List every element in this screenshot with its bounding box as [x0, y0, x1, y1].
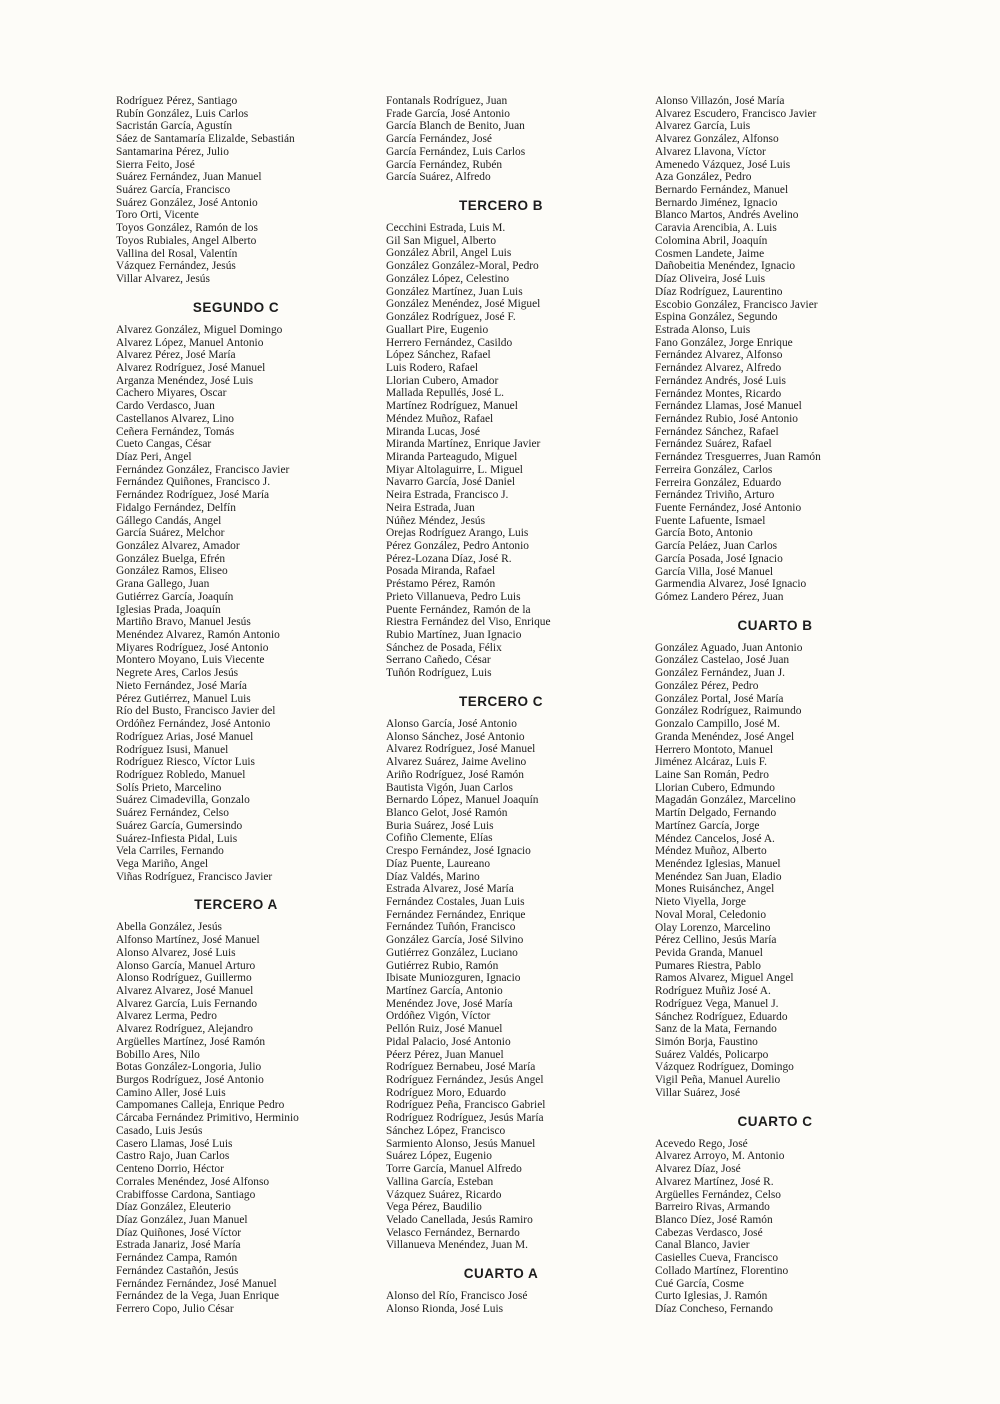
list-item: Méndez Muñoz, Alberto: [655, 845, 767, 858]
list-item: Alvarez Suárez, Jaime Avelino: [386, 756, 527, 769]
list-item: Dañobeitia Menéndez, Ignacio: [655, 260, 796, 273]
list-item: Alvarez Llavona, Víctor: [655, 145, 766, 158]
list-item: Rodríguez Pérez, Santiago: [116, 95, 238, 107]
list-item: Blanco Gelot, José Ramón: [386, 806, 508, 819]
list-item: Blanco Martos, Andrés Avelino: [655, 209, 799, 222]
list-item: Pérez González, Pedro Antonio: [386, 540, 529, 552]
section-heading: CUARTO C: [737, 1113, 813, 1129]
list-item: Iglesias Prada, Joaquín: [116, 603, 221, 616]
list-item: Aza González, Pedro: [655, 171, 752, 184]
list-item: Sánchez López, Francisco: [386, 1124, 506, 1137]
section-heading: TERCERO C: [458, 693, 543, 709]
list-item: Suárez Fernández, Celso: [116, 807, 229, 820]
list-item: Vela Carriles, Fernando: [116, 845, 224, 858]
list-item: Fernández Suárez, Rafael: [655, 438, 772, 451]
list-item: Sarmiento Alonso, Jesús Manuel: [386, 1137, 536, 1150]
column-left: [116, 95, 356, 1316]
list-item: Miyar Altolaguirre, L. Miguel: [386, 463, 523, 476]
list-item: Alonso Villazón, José María: [655, 95, 785, 107]
list-item: Pumares Riestra, Pablo: [655, 959, 761, 972]
list-item: Crespo Fernández, José Ignacio: [386, 845, 531, 858]
list-item: Sacristán García, Agustín: [116, 120, 233, 133]
list-item: Torre García, Manuel Alfredo: [386, 1163, 522, 1176]
list-item: Negrete Ares, Carlos Jesús: [116, 667, 239, 680]
list-item: Grana Gallego, Juan: [116, 578, 210, 591]
list-item: Alonso García, Manuel Arturo: [116, 959, 256, 972]
list-item: Fernández Montes, Ricardo: [655, 387, 782, 400]
list-item: García Posada, José Ignacio: [655, 552, 783, 565]
list-item: Alvarez García, Luis Fernando: [116, 997, 258, 1010]
list-item: Díaz Quiñones, José Víctor: [116, 1226, 242, 1239]
list-item: Méndez Muñoz, Rafael: [386, 412, 494, 425]
list-item: Sierra Feito, José: [116, 158, 195, 171]
list-item: García Fernández, José: [386, 133, 492, 146]
list-item: Menéndez San Juan, Eladio: [655, 870, 782, 883]
list-item: García Fernández, Rubén: [386, 158, 503, 171]
list-item: Simón Borja, Faustino: [655, 1036, 758, 1049]
list-item: Alvarez Rodríguez, José Manuel: [116, 361, 266, 374]
list-item: Suárez García, Francisco: [116, 184, 231, 197]
list-item: Serrano Cañedo, César: [386, 654, 491, 667]
list-item: González Abril, Angel Luis: [386, 247, 512, 260]
list-item: Fernández Fernández, José Manuel: [116, 1277, 277, 1290]
list-item: Vázquez Rodríguez, Domingo: [655, 1061, 794, 1074]
list-item: Cueto Cangas, César: [116, 438, 212, 451]
list-item: Rodríguez Bernabeu, José María: [386, 1061, 536, 1074]
list-item: Fernández Quiñones, Francisco J.: [116, 476, 271, 489]
list-item: Solís Prieto, Marcelino: [116, 781, 222, 794]
list-item: Bernardo López, Manuel Joaquín: [386, 794, 539, 807]
list-item: Fernández de la Vega, Juan Enrique: [116, 1290, 279, 1303]
list-item: Fontanals Rodríguez, Juan: [386, 95, 508, 107]
list-item: Escobio González, Francisco Javier: [655, 298, 818, 311]
list-item: Alfonso Martínez, José Manuel: [116, 934, 260, 947]
list-item: Cué García, Cosme: [655, 1277, 744, 1290]
list-item: Bernardo Fernández, Manuel: [655, 184, 789, 197]
list-item: Vega Mariño, Angel: [116, 857, 209, 870]
list-item: Alvarez Rodríguez, José Manuel: [386, 743, 536, 756]
list-item: González Aguado, Juan Antonio: [655, 641, 803, 654]
list-item: Fernández Triviño, Arturo: [655, 489, 775, 502]
list-item: Vázquez Fernández, Jesús: [116, 260, 236, 273]
list-item: Díaz Concheso, Fernando: [655, 1302, 773, 1315]
list-item: Barreiro Rivas, Armando: [655, 1201, 770, 1214]
list-item: Martínez Rodríguez, Manuel: [386, 400, 518, 413]
list-item: Suárez Cimadevilla, Gonzalo: [116, 794, 250, 807]
section-heading: TERCERO A: [194, 897, 278, 913]
list-item: Fernández Alvarez, Alfredo: [655, 362, 782, 375]
list-item: García Suárez, Alfredo: [386, 171, 491, 184]
list-item: Velado Canellada, Jesús Ramiro: [386, 1213, 533, 1226]
list-item: Menéndez Jove, José María: [386, 997, 513, 1010]
list-item: Neira Estrada, Juan: [386, 501, 475, 514]
list-item: Fernández Alvarez, Alfonso: [655, 349, 783, 362]
list-item: Villar Alvarez, Jesús: [116, 273, 210, 286]
list-item: Alonso Rodríguez, Guillermo: [116, 972, 252, 985]
list-item: Fuente Fernández, José Antonio: [655, 502, 802, 514]
section-heading: SEGUNDO C: [192, 299, 280, 315]
list-item: Rodríguez Rodríguez, Jesús María: [386, 1112, 544, 1125]
list-item: González Ramos, Eliseo: [116, 565, 228, 578]
list-item: Pellón Ruiz, José Manuel: [386, 1023, 503, 1036]
column-right: [655, 95, 895, 1316]
list-item: Camino Aller, José Luis: [116, 1086, 226, 1099]
list-item: Rubín González, Luis Carlos: [116, 107, 249, 120]
list-item: Jiménez Alcáraz, Luis F.: [655, 756, 768, 769]
list-item: Llorian Cubero, Amador: [386, 374, 499, 387]
list-item: Villanueva Menéndez, Juan M.: [386, 1239, 528, 1252]
list-item: Herrero Fernández, Casildo: [386, 336, 513, 349]
list-item: Bautista Vigón, Juan Carlos: [386, 781, 513, 794]
list-item: Vigil Peña, Manuel Aurelio: [655, 1074, 781, 1087]
list-item: Díaz Puente, Laureano: [386, 857, 491, 870]
list-item: Estrada Alvarez, José María: [386, 883, 514, 896]
list-item: Fernández Tuñón, Francisco: [386, 921, 516, 934]
list-item: Fernández Andrés, José Luis: [655, 374, 786, 387]
list-item: Ordóñez Vigón, Víctor: [386, 1010, 491, 1023]
list-item: Alvarez González, Alfonso: [655, 133, 779, 146]
list-item: Río del Busto, Francisco Javier del: [116, 705, 276, 718]
list-item: Gómez Landero Pérez, Juan: [655, 591, 784, 604]
list-item: Tuñón Rodríguez, Luis: [386, 667, 492, 680]
list-item: Noval Moral, Celedonio: [655, 908, 767, 921]
list-item: Menéndez Alvarez, Ramón Antonio: [116, 629, 280, 642]
list-item: Alonso del Río, Francisco José: [386, 1290, 528, 1303]
list-item: Díaz Peri, Angel: [116, 450, 192, 463]
list-item: Acevedo Rego, José: [655, 1137, 748, 1150]
list-item: Herrero Montoto, Manuel: [655, 743, 773, 756]
list-item: Gil San Miguel, Alberto: [386, 234, 497, 247]
list-item: Martiño Bravo, Manuel Jesús: [116, 616, 251, 629]
list-item: Sánchez de Posada, Félix: [386, 641, 502, 654]
list-item: Alvarez López, Manuel Antonio: [116, 336, 264, 349]
list-item: Pidal Palacio, José Antonio: [386, 1035, 511, 1048]
list-item: Montero Moyano, Luis Viecente: [116, 654, 265, 667]
list-item: Riestra Fernández del Viso, Enrique: [386, 616, 551, 629]
list-item: Rodríguez Moro, Eduardo: [386, 1086, 506, 1099]
list-item: Miyares Rodríguez, José Antonio: [116, 641, 269, 654]
list-item: González Alvarez, Amador: [116, 540, 240, 552]
list-item: Pérez Cellino, Jesús María: [655, 934, 777, 947]
list-item: Castellanos Alvarez, Lino: [116, 412, 234, 425]
list-item: Rodríguez Fernández, Jesús Angel: [386, 1074, 544, 1087]
list-item: Buria Suárez, José Luis: [386, 819, 494, 832]
list-item: Alvarez Martínez, José R.: [655, 1175, 774, 1188]
list-item: Curto Iglesias, J. Ramón: [655, 1290, 768, 1303]
list-item: Bobillo Ares, Nilo: [116, 1048, 200, 1061]
list-item: Díaz Oliveira, José Luis: [655, 273, 766, 286]
list-item: Nieto Viyella, Jorge: [655, 896, 746, 909]
list-item: Fernández Rubio, José Antonio: [655, 412, 798, 425]
list-item: Collado Martínez, Florentino: [655, 1264, 789, 1277]
list-item: Prieto Villanueva, Pedro Luis: [386, 590, 521, 603]
list-item: López Sánchez, Rafael: [386, 349, 491, 362]
list-item: Villar Suárez, José: [655, 1086, 741, 1099]
list-item: Alvarez Díaz, José: [655, 1163, 741, 1176]
list-item: Alvarez Pérez, José María: [116, 349, 236, 362]
list-item: Alvarez González, Miguel Domingo: [116, 323, 283, 336]
list-item: Cecchini Estrada, Luis M.: [386, 222, 506, 235]
list-item: Rodríguez Isusi, Manuel: [116, 743, 229, 756]
list-item: García Fernández, Luis Carlos: [386, 145, 526, 158]
list-item: Ordóñez Fernández, José Antonio: [116, 718, 271, 731]
list-item: Alonso Sánchez, José Antonio: [386, 730, 525, 743]
list-item: García Peláez, Juan Carlos: [655, 540, 778, 553]
list-item: Ceñera Fernández, Tomás: [116, 425, 235, 438]
list-item: Alonso Alvarez, José Luis: [116, 946, 236, 959]
list-item: Cofiño Clemente, Elías: [386, 832, 493, 845]
list-item: Campomanes Calleja, Enrique Pedro: [116, 1099, 285, 1112]
list-item: Díaz Rodríguez, Laurentino: [655, 285, 783, 298]
list-item: Centeno Dorrio, Héctor: [116, 1163, 224, 1176]
list-item: Olay Lorenzo, Marcelino: [655, 921, 771, 934]
list-item: Viñas Rodríguez, Francisco Javier: [116, 870, 273, 883]
list-item: González Fernández, Juan J.: [655, 667, 785, 680]
list-item: Bernardo Jiménez, Ignacio: [655, 196, 778, 209]
list-item: Gutiérrez Rubio, Ramón: [386, 959, 499, 972]
list-item: Díaz González, Eleuterio: [116, 1201, 231, 1214]
list-item: Alonso Rionda, José Luis: [386, 1302, 504, 1315]
list-item: Gállego Candás, Angel: [116, 514, 222, 527]
list-item: Casielles Cueva, Francisco: [655, 1252, 779, 1265]
list-item: González Pérez, Pedro: [655, 679, 759, 692]
list-item: Garmendia Alvarez, José Ignacio: [655, 578, 807, 591]
list-item: Rodríguez Muñiz José A.: [655, 985, 771, 998]
list-item: Sanz de la Mata, Fernando: [655, 1023, 777, 1036]
list-item: Casado, Luis Jesús: [116, 1124, 203, 1137]
list-item: Canal Blanco, Javier: [655, 1239, 750, 1252]
list-item: Préstamo Pérez, Ramón: [386, 578, 496, 591]
list-item: Estrada Janariz, José María: [116, 1239, 241, 1252]
list-item: Estrada Alonso, Luis: [655, 323, 751, 336]
list-item: Fano González, Jorge Enrique: [655, 336, 793, 349]
list-item: Sáez de Santamaría Elizalde, Sebastián: [116, 133, 295, 146]
list-item: Menéndez Iglesias, Manuel: [655, 857, 781, 870]
list-item: Alvarez Escudero, Francisco Javier: [655, 107, 817, 120]
list-item: González Rodríguez, Raimundo: [655, 705, 802, 718]
list-item: Suárez López, Eugenio: [386, 1150, 492, 1163]
list-item: Toyos González, Ramón de los: [116, 222, 258, 235]
list-item: Miranda Lucas, José: [386, 425, 480, 438]
list-item: Colomina Abril, Joaquín: [655, 234, 768, 247]
list-item: Espina González, Segundo: [655, 311, 778, 324]
list-item: Martínez García, Jorge: [655, 819, 760, 832]
list-item: Martínez García, Antonio: [386, 985, 503, 997]
list-item: Suárez Valdés, Policarpo: [655, 1048, 769, 1061]
list-item: Vega Pérez, Baudilio: [386, 1201, 482, 1214]
list-item: Pevida Granda, Manuel: [655, 947, 763, 959]
list-item: Alvarez García, Luis: [655, 120, 751, 133]
list-item: Botas González-Longoria, Julio: [116, 1061, 262, 1074]
list-item: González Rodríguez, José F.: [386, 311, 516, 324]
list-item: Corrales Menéndez, José Alfonso: [116, 1175, 270, 1188]
list-item: Alvarez Rodríguez, Alejandro: [116, 1023, 253, 1036]
list-item: Gonzalo Campillo, José M.: [655, 718, 780, 731]
list-item: Ramos Alvarez, Miguel Angel: [655, 972, 794, 985]
list-item: Granda Menéndez, José Angel: [655, 730, 795, 743]
list-item: Puente Fernández, Ramón de la: [386, 603, 531, 616]
list-item: Neira Estrada, Francisco J.: [386, 489, 509, 502]
list-item: Toro Orti, Vicente: [116, 209, 199, 222]
list-item: González Martínez, Juan Luis: [386, 285, 523, 298]
list-item: Fernández Llamas, José Manuel: [655, 400, 802, 413]
section-heading: CUARTO B: [737, 617, 813, 633]
list-item: Fernández González, Francisco Javier: [116, 463, 290, 476]
list-item: Rodríguez Riesco, Víctor Luis: [116, 756, 255, 769]
list-item: Gutiérrez González, Luciano: [386, 946, 518, 959]
list-item: Abella González, Jesús: [116, 921, 222, 934]
list-item: Alvarez Lerma, Pedro: [116, 1010, 217, 1023]
list-item: Fernández Campa, Ramón: [116, 1252, 238, 1265]
list-item: Ferrero Copo, Julio César: [116, 1302, 234, 1315]
list-item: Frade García, José Antonio: [386, 107, 511, 120]
section-heading: CUARTO A: [463, 1266, 539, 1282]
list-item: Alvarez Alvarez, José Manuel: [116, 985, 254, 997]
list-item: González López, Celestino: [386, 272, 510, 285]
list-item: García Boto, Antonio: [655, 527, 753, 540]
list-item: Ferreira González, Carlos: [655, 463, 773, 476]
list-item: González Buelga, Efrén: [116, 552, 226, 565]
list-item: Santamarina Pérez, Julio: [116, 145, 229, 158]
list-item: Burgos Rodríguez, José Antonio: [116, 1074, 264, 1087]
list-item: Cárcaba Fernández Primitivo, Herminio: [116, 1112, 299, 1125]
list-item: Alonso García, José Antonio: [386, 717, 517, 730]
list-item: Mones Ruisánchez, Angel: [655, 883, 775, 896]
list-item: Crabiffosse Cardona, Santiago: [116, 1188, 256, 1201]
list-item: Pérez-Lozana Díaz, José R.: [386, 552, 512, 565]
list-item: Pérez Gutiérrez, Manuel Luis: [116, 692, 251, 705]
list-item: Orejas Rodríguez Arango, Luis: [386, 527, 529, 540]
list-item: Nieto Fernández, José María: [116, 679, 247, 692]
list-item: Núñez Méndez, Jesús: [386, 514, 486, 527]
list-item: Fernández Castañón, Jesús: [116, 1264, 239, 1277]
list-item: Ariño Rodríguez, José Ramón: [386, 768, 524, 781]
list-item: Sánchez Rodríguez, Eduardo: [655, 1010, 788, 1023]
list-item: Suárez González, José Antonio: [116, 196, 258, 209]
list-item: Suárez Fernández, Juan Manuel: [116, 171, 262, 184]
list-item: Cosmen Landete, Jaime: [655, 247, 765, 260]
list-item: Fernández Fernández, Enrique: [386, 908, 526, 921]
list-item: Luis Rodero, Rafael: [386, 361, 479, 374]
list-item: Alvarez Arroyo, M. Antonio: [655, 1150, 785, 1163]
list-item: Rodríguez Robledo, Manuel: [116, 768, 246, 781]
list-item: García Suárez, Melchor: [116, 527, 225, 540]
list-item: Rodríguez Peña, Francisco Gabriel: [386, 1099, 546, 1112]
section-heading: TERCERO B: [458, 198, 543, 214]
list-item: Mallada Repullés, José L.: [386, 387, 504, 400]
list-item: Gutiérrez García, Joaquín: [116, 590, 234, 603]
list-item: Méndez Cancelos, José A.: [655, 832, 775, 845]
list-item: Díaz Valdés, Marino: [386, 870, 480, 883]
list-item: Blanco Díez, José Ramón: [655, 1213, 773, 1226]
list-item: Navarro García, José Daniel: [386, 476, 516, 489]
list-item: González González-Moral, Pedro: [386, 260, 539, 273]
list-item: Laine San Román, Pedro: [655, 768, 769, 781]
list-item: Vallina del Rosal, Valentín: [116, 247, 238, 260]
list-item: Péerz Pérez, Juan Manuel: [386, 1048, 504, 1061]
list-item: González García, José Silvino: [386, 934, 524, 947]
list-item: Miranda Parteagudo, Miguel: [386, 450, 518, 463]
list-item: Fernández Tresguerres, Juan Ramón: [655, 451, 821, 464]
list-item: Fidalgo Fernández, Delfín: [116, 501, 236, 514]
list-item: Fuente Lafuente, Ismael: [655, 514, 766, 527]
list-item: Toyos Rubiales, Angel Alberto: [116, 234, 257, 247]
list-item: García Villa, José Manuel: [655, 565, 774, 578]
list-item: González Castelao, José Juan: [655, 654, 790, 667]
list-item: Martín Delgado, Fernando: [655, 807, 777, 820]
list-item: Guallart Pire, Eugenio: [386, 323, 489, 336]
list-item: Cachero Miyares, Oscar: [116, 387, 227, 400]
column-middle: [386, 95, 616, 1316]
list-item: Amenedo Vázquez, José Luis: [655, 158, 791, 171]
list-item: Vázquez Suárez, Ricardo: [386, 1188, 502, 1201]
list-item: García Blanch de Benito, Juan: [386, 120, 525, 133]
list-item: Suárez García, Gumersindo: [116, 819, 243, 832]
list-item: Posada Miranda, Rafael: [386, 565, 496, 578]
list-item: Castro Rajo, Juan Carlos: [116, 1150, 230, 1163]
list-item: Díaz González, Juan Manuel: [116, 1213, 248, 1226]
list-item: Miranda Martínez, Enrique Javier: [386, 438, 541, 451]
list-item: Rodríguez Vega, Manuel J.: [655, 997, 779, 1010]
list-item: Caravia Arencibia, A. Luis: [655, 222, 777, 235]
list-item: Rodríguez Arias, José Manuel: [116, 730, 254, 743]
list-item: Casero Llamas, José Luis: [116, 1137, 233, 1150]
list-item: Fernández Rodríguez, José María: [116, 489, 270, 502]
list-item: Llorian Cubero, Edmundo: [655, 781, 775, 794]
list-item: Magadán González, Marcelino: [655, 794, 796, 807]
list-item: González Portal, José María: [655, 692, 784, 705]
list-item: Fernández Sánchez, Rafael: [655, 425, 779, 438]
list-item: Argüelles Martínez, José Ramón: [116, 1035, 266, 1048]
list-item: Fernández Costales, Juan Luis: [386, 895, 525, 908]
list-item: Cabezas Verdasco, José: [655, 1226, 763, 1239]
list-item: Argüelles Fernández, Celso: [655, 1188, 782, 1201]
list-item: Suárez-Infiesta Pidal, Luis: [116, 832, 238, 845]
list-item: Cardo Verdasco, Juan: [116, 400, 215, 413]
list-item: Vallina García, Esteban: [386, 1175, 494, 1188]
list-item: Ibisate Muniozguren, Ignacio: [386, 972, 521, 985]
list-item: Arganza Menéndez, José Luis: [116, 374, 254, 387]
list-item: González Menéndez, José Miguel: [386, 298, 541, 311]
list-item: Ferreira González, Eduardo: [655, 476, 782, 489]
list-item: Velasco Fernández, Bernardo: [386, 1226, 520, 1239]
list-item: Rubio Martínez, Juan Ignacio: [386, 629, 522, 642]
